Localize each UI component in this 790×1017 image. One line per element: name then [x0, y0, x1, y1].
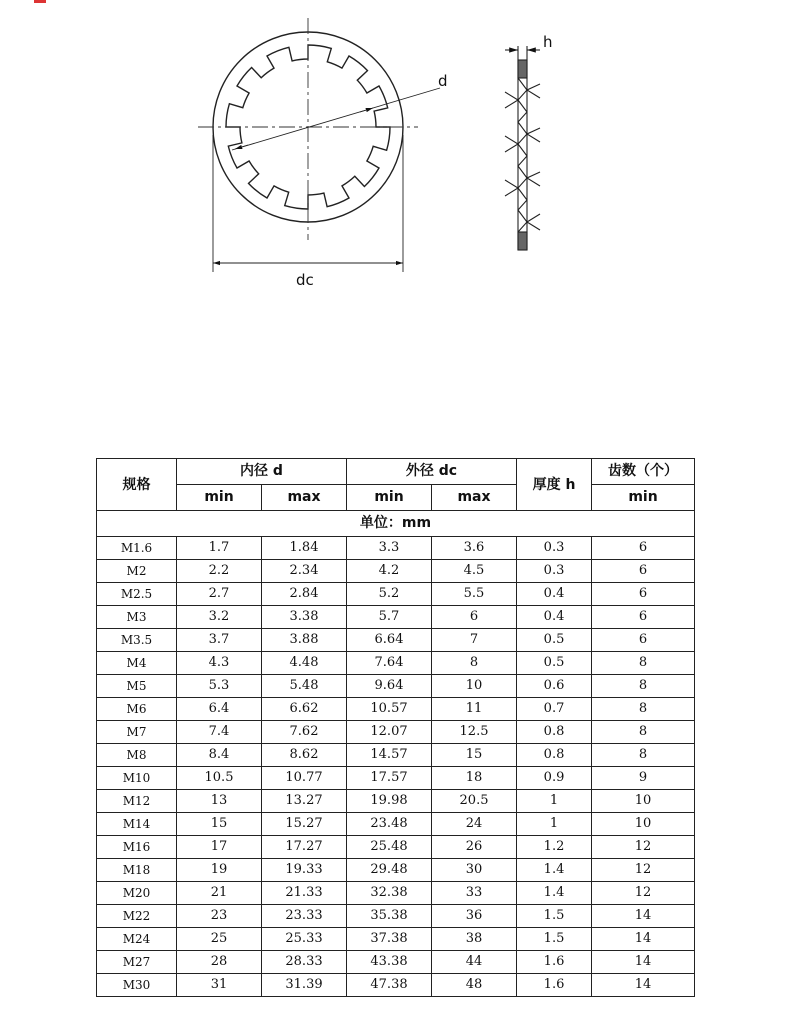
- inner-min-cell: 15: [177, 813, 262, 836]
- spec-cell: M2.5: [97, 583, 177, 606]
- inner-max-cell: 3.88: [262, 629, 347, 652]
- spec-cell: M16: [97, 836, 177, 859]
- thickness-cell: 0.9: [517, 767, 592, 790]
- thickness-cell: 0.3: [517, 537, 592, 560]
- header-teeth: 齿数（个）: [592, 459, 695, 485]
- spec-cell: M8: [97, 744, 177, 767]
- inner-min-cell: 6.4: [177, 698, 262, 721]
- spec-cell: M18: [97, 859, 177, 882]
- table-row: [97, 859, 695, 882]
- teeth-cell: 12: [592, 836, 695, 859]
- table-row: [97, 905, 695, 928]
- outer-max-cell: 20.5: [432, 790, 517, 813]
- table-row: [97, 675, 695, 698]
- inner-min-cell: 8.4: [177, 744, 262, 767]
- inner-max-cell: 10.77: [262, 767, 347, 790]
- teeth-cell: 6: [592, 606, 695, 629]
- outer-min-cell: 4.2: [347, 560, 432, 583]
- outer-min-cell: 3.3: [347, 537, 432, 560]
- outer-max-cell: 11: [432, 698, 517, 721]
- thickness-cell: 0.8: [517, 744, 592, 767]
- inner-max-cell: 2.34: [262, 560, 347, 583]
- label-h: h: [543, 33, 553, 51]
- spec-cell: M27: [97, 951, 177, 974]
- inner-max-cell: 17.27: [262, 836, 347, 859]
- teeth-cell: 8: [592, 721, 695, 744]
- table-row: [97, 537, 695, 560]
- table-row: [97, 560, 695, 583]
- thickness-cell: 0.6: [517, 675, 592, 698]
- header-thickness-h: 厚度 h: [517, 459, 592, 511]
- thickness-cell: 0.3: [517, 560, 592, 583]
- outer-max-cell: 38: [432, 928, 517, 951]
- thickness-cell: 0.7: [517, 698, 592, 721]
- teeth-cell: 6: [592, 583, 695, 606]
- thickness-cell: 1.6: [517, 974, 592, 997]
- teeth-cell: 14: [592, 905, 695, 928]
- teeth-cell: 6: [592, 629, 695, 652]
- thickness-cell: 0.5: [517, 652, 592, 675]
- teeth-cell: 8: [592, 698, 695, 721]
- teeth-cell: 12: [592, 882, 695, 905]
- inner-min-cell: 2.2: [177, 560, 262, 583]
- outer-min-cell: 47.38: [347, 974, 432, 997]
- thickness-cell: 1.4: [517, 882, 592, 905]
- spec-cell: M14: [97, 813, 177, 836]
- outer-min-cell: 9.64: [347, 675, 432, 698]
- thickness-cell: 1.5: [517, 928, 592, 951]
- unit-label: 单位：mm: [97, 511, 695, 537]
- thickness-cell: 0.4: [517, 583, 592, 606]
- table-row: [97, 606, 695, 629]
- inner-min-cell: 13: [177, 790, 262, 813]
- inner-min-cell: 21: [177, 882, 262, 905]
- header-teeth-min: min: [592, 485, 695, 511]
- unit-row: [97, 511, 695, 537]
- inner-max-cell: 25.33: [262, 928, 347, 951]
- table-row: [97, 698, 695, 721]
- outer-max-cell: 8: [432, 652, 517, 675]
- spec-cell: M22: [97, 905, 177, 928]
- thickness-cell: 1: [517, 813, 592, 836]
- thickness-cell: 0.4: [517, 606, 592, 629]
- table-row: [97, 836, 695, 859]
- inner-max-cell: 23.33: [262, 905, 347, 928]
- teeth-cell: 12: [592, 859, 695, 882]
- inner-min-cell: 3.7: [177, 629, 262, 652]
- inner-min-cell: 25: [177, 928, 262, 951]
- inner-min-cell: 28: [177, 951, 262, 974]
- outer-min-cell: 5.7: [347, 606, 432, 629]
- header-outer-max: max: [432, 485, 517, 511]
- thickness-cell: 1.5: [517, 905, 592, 928]
- table-row: [97, 652, 695, 675]
- outer-min-cell: 19.98: [347, 790, 432, 813]
- teeth-cell: 14: [592, 928, 695, 951]
- outer-min-cell: 23.48: [347, 813, 432, 836]
- table-row: [97, 744, 695, 767]
- outer-min-cell: 32.38: [347, 882, 432, 905]
- outer-max-cell: 36: [432, 905, 517, 928]
- outer-max-cell: 3.6: [432, 537, 517, 560]
- spec-cell: M1.6: [97, 537, 177, 560]
- outer-max-cell: 48: [432, 974, 517, 997]
- table-row: [97, 951, 695, 974]
- spec-cell: M10: [97, 767, 177, 790]
- table-row: [97, 583, 695, 606]
- header-row-2: [97, 485, 695, 511]
- inner-min-cell: 3.2: [177, 606, 262, 629]
- outer-min-cell: 35.38: [347, 905, 432, 928]
- inner-min-cell: 1.7: [177, 537, 262, 560]
- inner-max-cell: 19.33: [262, 859, 347, 882]
- teeth-cell: 6: [592, 537, 695, 560]
- spec-cell: M12: [97, 790, 177, 813]
- outer-min-cell: 10.57: [347, 698, 432, 721]
- header-inner-min: min: [177, 485, 262, 511]
- outer-max-cell: 6: [432, 606, 517, 629]
- inner-min-cell: 4.3: [177, 652, 262, 675]
- inner-max-cell: 21.33: [262, 882, 347, 905]
- thickness-cell: 0.5: [517, 629, 592, 652]
- outer-min-cell: 14.57: [347, 744, 432, 767]
- outer-max-cell: 18: [432, 767, 517, 790]
- table-row: [97, 813, 695, 836]
- outer-max-cell: 10: [432, 675, 517, 698]
- outer-min-cell: 25.48: [347, 836, 432, 859]
- header-row-1: [97, 459, 695, 485]
- spec-cell: M4: [97, 652, 177, 675]
- table-row: [97, 974, 695, 997]
- table-row: [97, 928, 695, 951]
- teeth-cell: 10: [592, 790, 695, 813]
- header-outer-dc: 外径 dc: [347, 459, 517, 485]
- outer-min-cell: 43.38: [347, 951, 432, 974]
- label-d: d: [438, 72, 448, 90]
- outer-min-cell: 29.48: [347, 859, 432, 882]
- outer-max-cell: 4.5: [432, 560, 517, 583]
- teeth-cell: 6: [592, 560, 695, 583]
- inner-max-cell: 15.27: [262, 813, 347, 836]
- teeth-cell: 14: [592, 974, 695, 997]
- table-row: [97, 629, 695, 652]
- washer-drawing: [0, 0, 790, 320]
- inner-max-cell: 4.48: [262, 652, 347, 675]
- outer-min-cell: 37.38: [347, 928, 432, 951]
- inner-max-cell: 1.84: [262, 537, 347, 560]
- outer-min-cell: 7.64: [347, 652, 432, 675]
- inner-min-cell: 19: [177, 859, 262, 882]
- header-inner-max: max: [262, 485, 347, 511]
- inner-max-cell: 8.62: [262, 744, 347, 767]
- spec-cell: M24: [97, 928, 177, 951]
- inner-max-cell: 31.39: [262, 974, 347, 997]
- header-inner-d: 内径 d: [177, 459, 347, 485]
- spec-cell: M30: [97, 974, 177, 997]
- thickness-cell: 1: [517, 790, 592, 813]
- inner-max-cell: 5.48: [262, 675, 347, 698]
- outer-max-cell: 12.5: [432, 721, 517, 744]
- thickness-cell: 1.6: [517, 951, 592, 974]
- spec-cell: M3.5: [97, 629, 177, 652]
- outer-min-cell: 12.07: [347, 721, 432, 744]
- inner-max-cell: 7.62: [262, 721, 347, 744]
- teeth-cell: 8: [592, 675, 695, 698]
- spec-cell: M7: [97, 721, 177, 744]
- outer-min-cell: 5.2: [347, 583, 432, 606]
- teeth-cell: 8: [592, 652, 695, 675]
- inner-min-cell: 5.3: [177, 675, 262, 698]
- outer-max-cell: 26: [432, 836, 517, 859]
- teeth-cell: 9: [592, 767, 695, 790]
- teeth-cell: 10: [592, 813, 695, 836]
- spec-cell: M2: [97, 560, 177, 583]
- thickness-cell: 1.4: [517, 859, 592, 882]
- inner-min-cell: 7.4: [177, 721, 262, 744]
- spec-cell: M20: [97, 882, 177, 905]
- inner-max-cell: 2.84: [262, 583, 347, 606]
- outer-max-cell: 33: [432, 882, 517, 905]
- teeth-cell: 14: [592, 951, 695, 974]
- inner-min-cell: 31: [177, 974, 262, 997]
- inner-min-cell: 23: [177, 905, 262, 928]
- label-dc: dc: [296, 271, 314, 289]
- inner-min-cell: 17: [177, 836, 262, 859]
- outer-max-cell: 15: [432, 744, 517, 767]
- inner-min-cell: 2.7: [177, 583, 262, 606]
- outer-max-cell: 7: [432, 629, 517, 652]
- header-spec: 规格: [97, 459, 177, 511]
- outer-max-cell: 44: [432, 951, 517, 974]
- outer-max-cell: 5.5: [432, 583, 517, 606]
- outer-min-cell: 17.57: [347, 767, 432, 790]
- thickness-cell: 0.8: [517, 721, 592, 744]
- outer-min-cell: 6.64: [347, 629, 432, 652]
- table-row: [97, 882, 695, 905]
- table-row: [97, 767, 695, 790]
- inner-max-cell: 6.62: [262, 698, 347, 721]
- table-row: [97, 790, 695, 813]
- thickness-cell: 1.2: [517, 836, 592, 859]
- outer-max-cell: 30: [432, 859, 517, 882]
- header-outer-min: min: [347, 485, 432, 511]
- spec-cell: M3: [97, 606, 177, 629]
- spec-table: [96, 458, 695, 997]
- spec-cell: M5: [97, 675, 177, 698]
- dimension-d: [232, 88, 440, 150]
- spec-cell: M6: [97, 698, 177, 721]
- outer-max-cell: 24: [432, 813, 517, 836]
- table-row: [97, 721, 695, 744]
- teeth-cell: 8: [592, 744, 695, 767]
- washer-side-view: [505, 46, 540, 250]
- inner-max-cell: 13.27: [262, 790, 347, 813]
- inner-min-cell: 10.5: [177, 767, 262, 790]
- inner-max-cell: 3.38: [262, 606, 347, 629]
- inner-max-cell: 28.33: [262, 951, 347, 974]
